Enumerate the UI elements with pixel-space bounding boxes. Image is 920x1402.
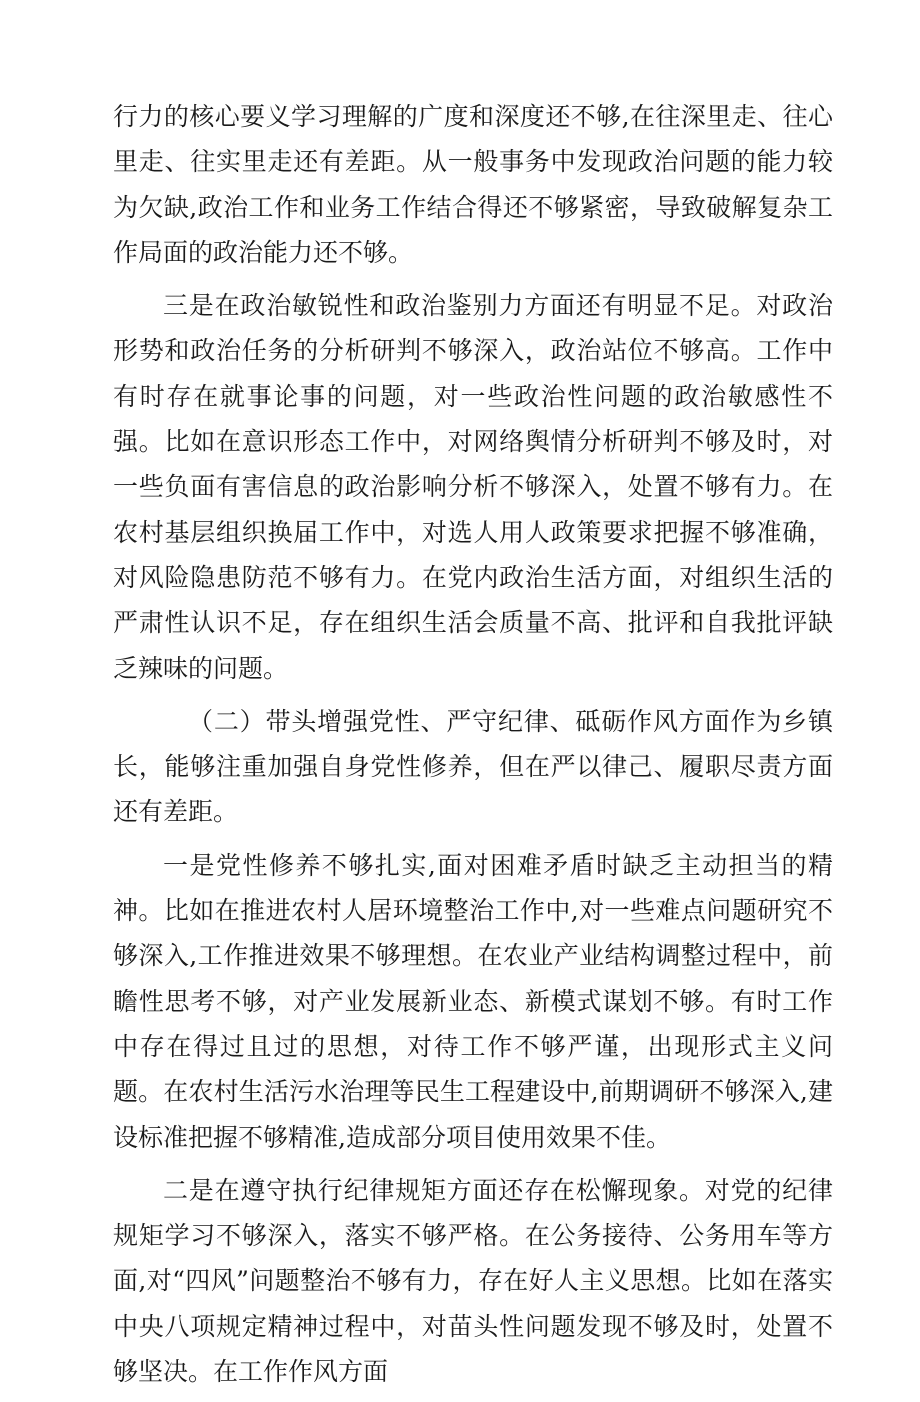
paragraph-continuation: 行力的核心要义学习理解的广度和深度还不够,在往深里走、往心里走、往实里走还有差距。从一般事务中发现政治问题的能力较为欠缺,政治工作和业务工作结合得还不够紧密，导致破解复杂工作局面的政治能力还不够。 (113, 102, 833, 267)
section-heading-party-spirit: （二）带头增强党性、严守纪律、砥砺作风方面作为乡镇长，能够注重加强自身党性修养，但在严以律己、履职尽责方面还有差距。 (113, 706, 833, 827)
paragraph-discipline: 二是在遵守执行纪律规矩方面还存在松懈现象。对党的纪律规矩学习不够深入，落实不够严格。在公务接待、公务用车等方面,对“四风”问题整治不够有力，存在好人主义思想。比如在落实中央八项规定精神过程中，对苗头性问题发现不够及时，处置不够坚决。在工作作风方面 (113, 1175, 833, 1387)
paragraph-political-sensitivity: 三是在政治敏锐性和政治鉴别力方面还有明显不足。对政治形势和政治任务的分析研判不够深入，政治站位不够高。工作中有时存在就事论事的问题，对一些政治性问题的政治敏感性不强。比如在意识形态工作中，对网络舆情分析研判不够及时，对一些负面有害信息的政治影响分析不够深入，处置不够有力。在农村基层组织换届工作中，对选人用人政策要求把握不够准确，对风险隐患防范不够有力。在党内政治生活方面，对组织生活的严肃性认识不足，存在组织生活会质量不高、批评和自我批评缺乏辣味的问题。 (113, 291, 833, 683)
document-body (113, 94, 833, 1402)
paragraph-party-cultivation: 一是党性修养不够扎实,面对困难矛盾时缺乏主动担当的精神。比如在推进农村人居环境整治工作中,对一些难点问题研究不够深入,工作推进效果不够理想。在农业产业结构调整过程中，前瞻性思考不够，对产业发展新业态、新模式谋划不够。有时工作中存在得过且过的思想，对待工作不够严谨，出现形式主义问题。在农村生活污水治理等民生工程建设中,前期调研不够深入,建设标准把握不够精准,造成部分项目使用效果不佳。 (113, 850, 833, 1152)
